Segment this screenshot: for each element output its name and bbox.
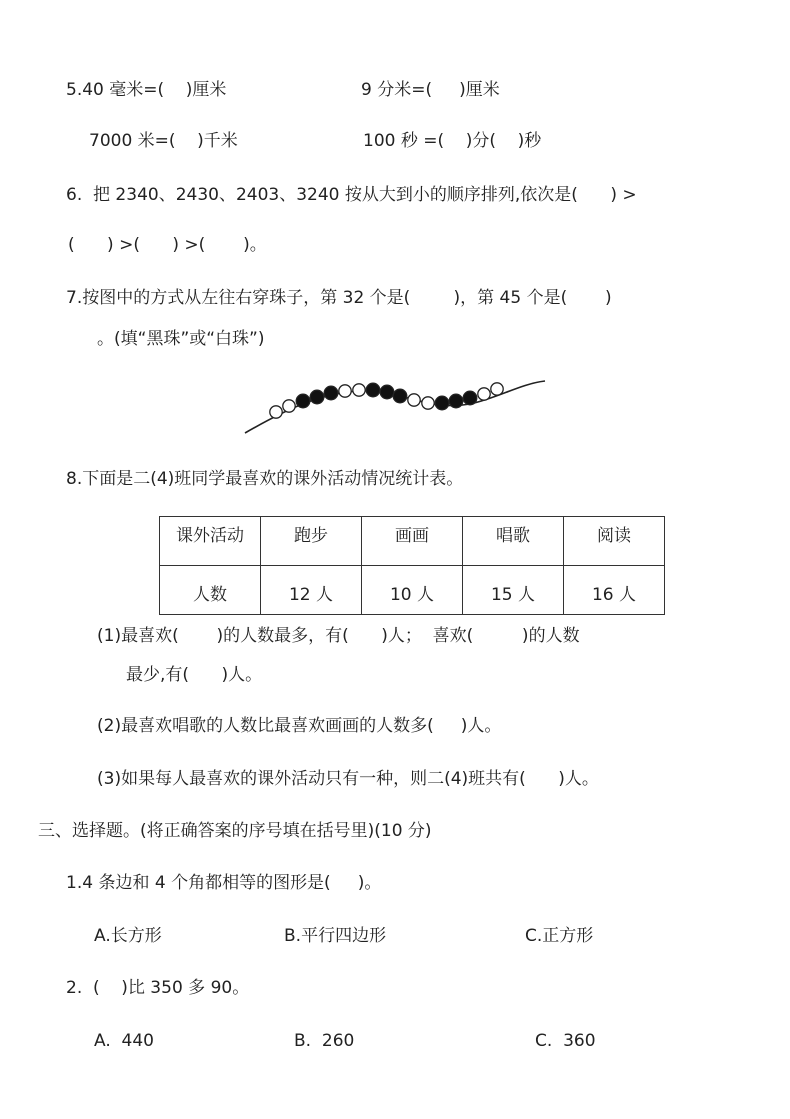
s3-q2-option-a: A. 440 bbox=[94, 1031, 154, 1051]
q7-line1: 7.按图中的方式从左往右穿珠子，第 32 个是( )，第 45 个是( ) bbox=[66, 288, 612, 308]
black-bead bbox=[310, 390, 324, 404]
s3-q2-option-c: C. 360 bbox=[535, 1031, 596, 1051]
bead-string-figure bbox=[240, 372, 550, 438]
table-cell: 15 人 bbox=[463, 566, 564, 615]
black-bead bbox=[296, 394, 310, 408]
white-bead bbox=[283, 400, 295, 412]
table-row bbox=[160, 566, 665, 615]
q6-line1: 6. 把 2340、2430、2403、3240 按从大到小的顺序排列,依次是( ) > bbox=[66, 185, 637, 205]
table-cell: 阅读 bbox=[564, 517, 665, 566]
table-cell: 画画 bbox=[362, 517, 463, 566]
section3-title: 三、选择题。(将正确答案的序号填在括号里)(10 分) bbox=[38, 821, 432, 841]
table-cell: 12 人 bbox=[261, 566, 362, 615]
white-bead bbox=[478, 388, 490, 400]
s3-q1-option-b: B.平行四边形 bbox=[284, 926, 387, 946]
q5-line2-left: 7000 米=( )千米 bbox=[89, 131, 238, 151]
table-cell: 16 人 bbox=[564, 566, 665, 615]
black-bead bbox=[435, 396, 449, 410]
table-cell: 唱歌 bbox=[463, 517, 564, 566]
q8-sub1-line2: 最少,有( )人。 bbox=[126, 665, 263, 685]
s3-q1-option-c: C.正方形 bbox=[525, 926, 594, 946]
table-cell: 跑步 bbox=[261, 517, 362, 566]
white-bead bbox=[270, 406, 282, 418]
q7-line2: 。(填“黑珠”或“白珠”) bbox=[97, 329, 265, 349]
table-header-row bbox=[160, 517, 665, 566]
white-bead bbox=[339, 385, 351, 397]
q5-line1-left: 5.40 毫米=( )厘米 bbox=[66, 80, 227, 100]
black-bead bbox=[366, 383, 380, 397]
s3-q2-option-b: B. 260 bbox=[294, 1031, 355, 1051]
black-bead bbox=[393, 389, 407, 403]
q8-sub3: (3)如果每人最喜欢的课外活动只有一种，则二(4)班共有( )人。 bbox=[97, 769, 599, 789]
white-bead bbox=[353, 384, 365, 396]
s3-q1-option-a: A.长方形 bbox=[94, 926, 162, 946]
black-bead bbox=[449, 394, 463, 408]
q5-line1-right: 9 分米=( )厘米 bbox=[361, 80, 500, 100]
black-bead bbox=[380, 385, 394, 399]
black-bead bbox=[463, 391, 477, 405]
table-cell: 10 人 bbox=[362, 566, 463, 615]
q8-sub2: (2)最喜欢唱歌的人数比最喜欢画画的人数多( )人。 bbox=[97, 716, 502, 736]
activity-stats-table bbox=[159, 516, 665, 615]
white-bead bbox=[422, 397, 434, 409]
table-cell: 人数 bbox=[160, 566, 261, 615]
q8-intro: 8.下面是二(4)班同学最喜欢的课外活动情况统计表。 bbox=[66, 469, 464, 489]
white-bead bbox=[491, 383, 503, 395]
table-cell: 课外活动 bbox=[160, 517, 261, 566]
s3-q2-stem: 2. ( )比 350 多 90。 bbox=[66, 978, 250, 998]
q8-sub1-line1: (1)最喜欢( )的人数最多，有( )人； 喜欢( )的人数 bbox=[97, 626, 580, 646]
s3-q1-stem: 1.4 条边和 4 个角都相等的图形是( )。 bbox=[66, 873, 382, 893]
black-bead bbox=[324, 386, 338, 400]
white-bead bbox=[408, 394, 420, 406]
q5-line2-right: 100 秒 =( )分( )秒 bbox=[363, 131, 542, 151]
q6-line2: ( ) >( ) >( )。 bbox=[68, 235, 267, 255]
